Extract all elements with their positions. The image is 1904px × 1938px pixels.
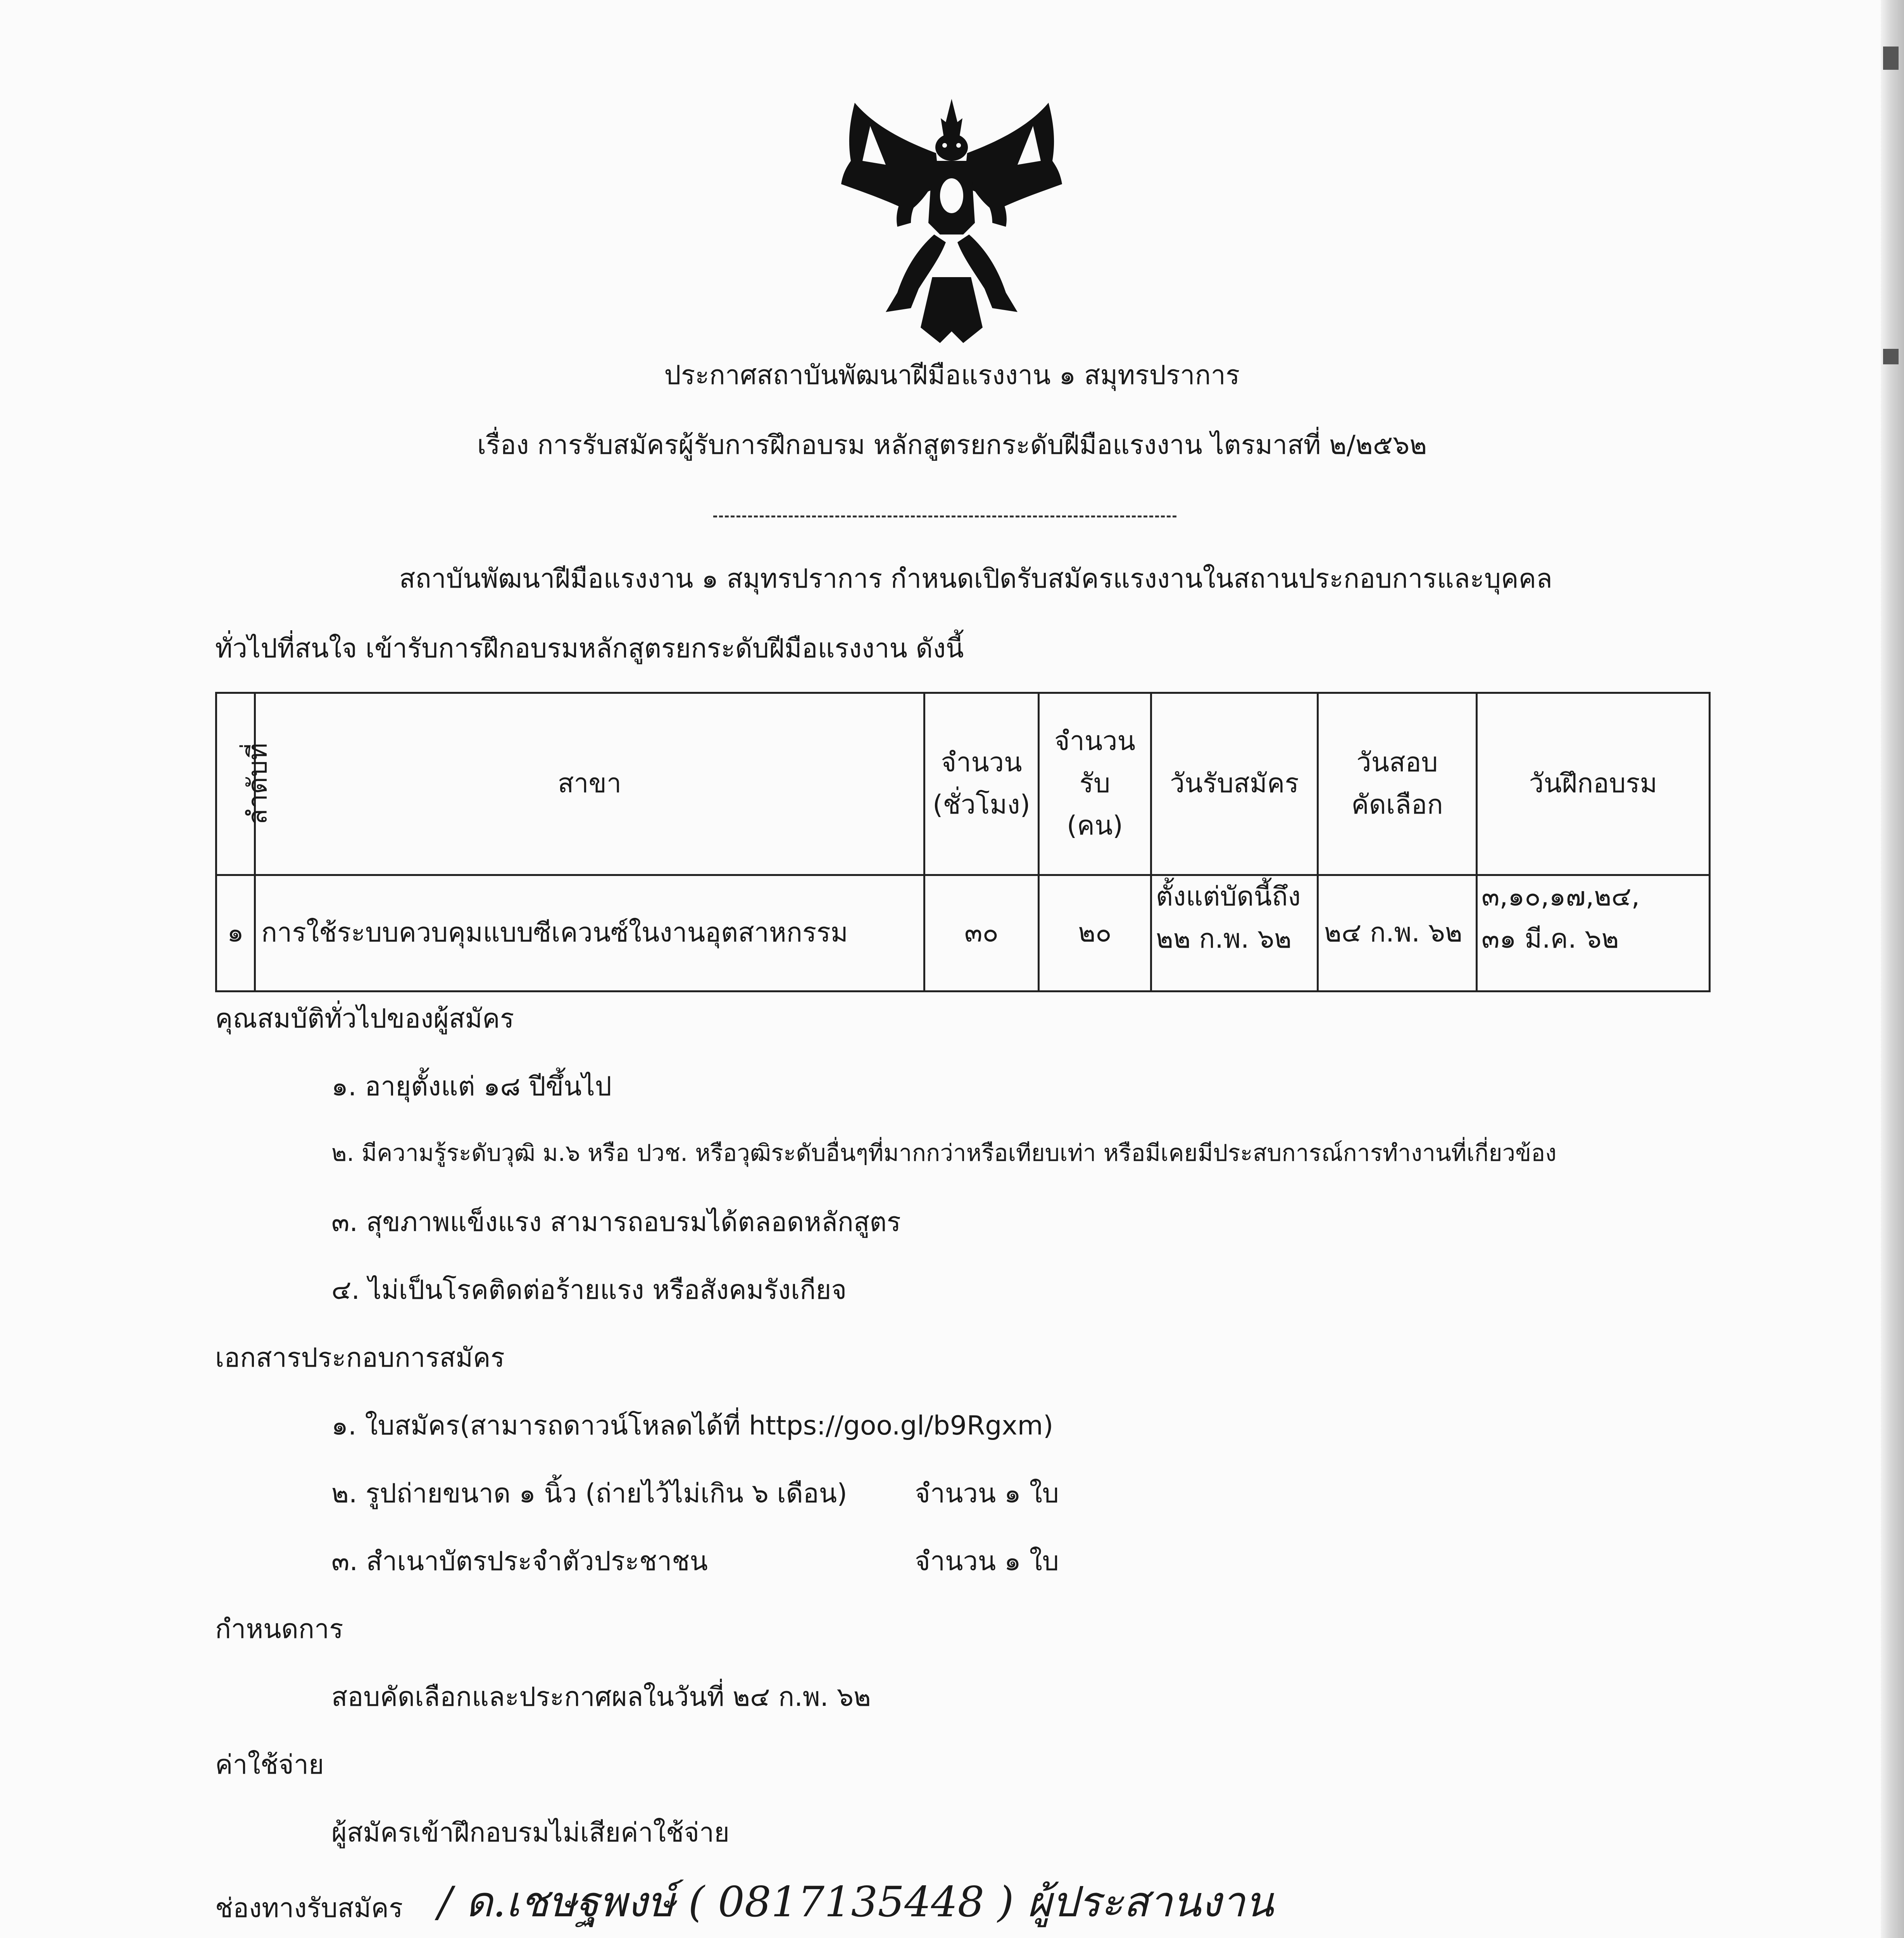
cell-no: ๑ <box>216 875 255 991</box>
table-row <box>216 875 1710 991</box>
header-hours: จำนวน (ชั่วโมง) <box>924 693 1039 875</box>
intro-line-1: สถาบันพัฒนาฝีมือแรงงาน ๑ สมุทรปราการ กำหนดเปิดรับสมัครแรงงานในสถานประกอบการและบุคคล <box>399 564 1552 594</box>
cell-hours: ๓๐ <box>924 875 1039 991</box>
cost-text: ผู้สมัครเข้าฝึกอบรมไม่เสียค่าใช้จ่าย <box>331 1817 730 1848</box>
header-no: ลำดับที่ <box>216 693 255 875</box>
document-quantity: จำนวน ๑ ใบ <box>915 1478 1059 1509</box>
scan-artifact <box>1883 349 1899 364</box>
qualification-item: ๓. สุขภาพแข็งแรง สามารถอบรมได้ตลอดหลักสูตร <box>331 1207 901 1238</box>
scan-edge <box>1881 0 1904 1938</box>
cell-branch: การใช้ระบบควบคุมแบบซีเควนซ์ในงานอุตสาหกรรม <box>255 875 924 991</box>
qualification-item: ๑. อายุตั้งแต่ ๑๘ ปีขึ้นไป <box>331 1071 612 1102</box>
header-branch: สาขา <box>255 693 924 875</box>
title-divider <box>713 516 1176 517</box>
schedule-text: สอบคัดเลือกและประกาศผลในวันที่ ๒๔ ก.พ. ๖๒ <box>331 1682 871 1712</box>
handwritten-coordinator-note: / ด.เชษฐพงษ์ ( 0817135448 ) ผู้ประสานงาน <box>438 1878 1274 1926</box>
document-item: ๒. รูปถ่ายขนาด ๑ นิ้ว (ถ่ายไว้ไม่เกิน ๖ เดือน) <box>331 1478 847 1509</box>
announcement-title: ประกาศสถาบันพัฒนาฝีมือแรงงาน ๑ สมุทรปราการ <box>664 360 1240 391</box>
course-table <box>215 692 1711 992</box>
header-exam-date: วันสอบ คัดเลือก <box>1318 693 1477 875</box>
header-seats: จำนวน รับ (คน) <box>1039 693 1151 875</box>
cell-seats: ๒๐ <box>1039 875 1151 991</box>
scan-artifact <box>1883 47 1899 70</box>
documents-heading: เอกสารประกอบการสมัคร <box>215 1343 505 1373</box>
schedule-heading: กำหนดการ <box>215 1614 343 1645</box>
cost-heading: ค่าใช้จ่าย <box>215 1750 324 1780</box>
table-header-row <box>216 693 1710 875</box>
qualification-item: ๒. มีความรู้ระดับวุฒิ ม.๖ หรือ ปวช. หรือวุฒิระดับอื่นๆที่มากกว่าหรือเทียบเท่า หรือมีเคยมีประสบการณ์การทำงานที่เกี่ยวข้อง <box>331 1140 1557 1167</box>
cell-exam-date: ๒๔ ก.พ. ๖๒ <box>1318 875 1477 991</box>
intro-line-2: ทั่วไปที่สนใจ เข้ารับการฝึกอบรมหลักสูตรยกระดับฝีมือแรงงาน ดังนี้ <box>215 633 964 664</box>
qualifications-heading: คุณสมบัติทั่วไปของผู้สมัคร <box>215 1003 514 1034</box>
qualification-item: ๔. ไม่เป็นโรคติดต่อร้ายแรง หรือสังคมรังเกียจ <box>331 1275 847 1305</box>
document-item: ๓. สำเนาบัตรประจำตัวประชาชน <box>331 1546 708 1577</box>
cell-apply-date: ตั้งแต่บัดนี้ถึง ๒๒ ก.พ. ๖๒ <box>1151 875 1318 991</box>
header-apply-date: วันรับสมัคร <box>1151 693 1318 875</box>
document-quantity: จำนวน ๑ ใบ <box>915 1546 1059 1577</box>
header-training-date: วันฝึกอบรม <box>1477 693 1710 875</box>
channels-heading: ช่องทางรับสมัคร <box>215 1893 403 1924</box>
garuda-emblem <box>839 95 1064 347</box>
document-item: ๑. ใบสมัคร(สามารถดาวน์โหลดได้ที่ https://goo.gl/b9Rgxm) <box>331 1410 1054 1441</box>
announcement-subject: เรื่อง การรับสมัครผู้รับการฝึกอบรม หลักสูตรยกระดับฝีมือแรงงาน ไตรมาสที่ ๒/๒๕๖๒ <box>477 430 1427 460</box>
cell-training-date: ๓,๑๐,๑๗,๒๔, ๓๑ มี.ค. ๖๒ <box>1477 875 1710 991</box>
